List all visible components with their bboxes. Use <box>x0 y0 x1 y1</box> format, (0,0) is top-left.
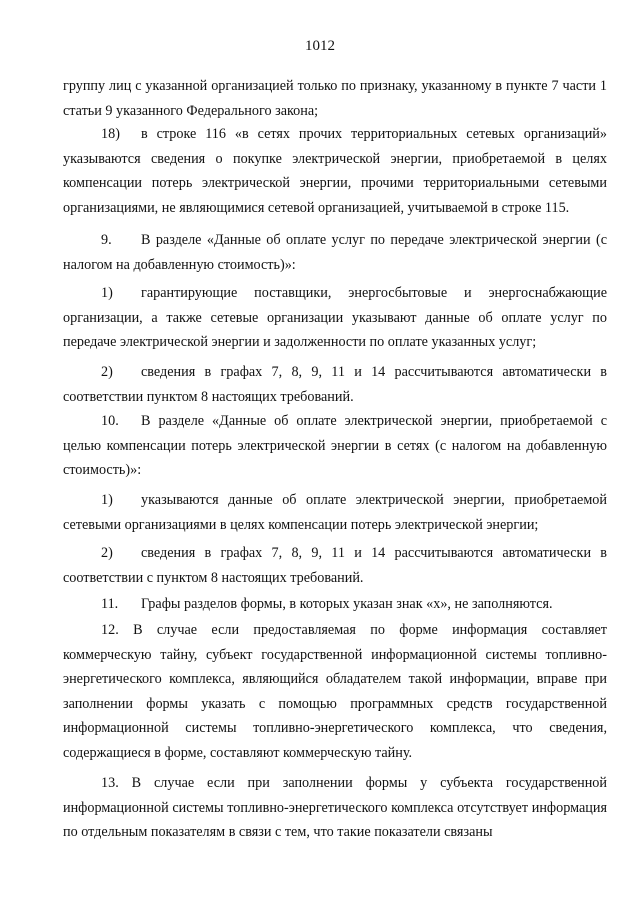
paragraph-item-10-2 <box>63 541 607 590</box>
paragraph-text: гарантирующие поставщики, энергосбытовые и энергоснабжающие организации, а также сетевые организации указывают данные об оплате услуг по передаче электрической энергии и задолженности по оплате указанных услуг; <box>63 285 607 350</box>
paragraph-item-11 <box>63 592 607 617</box>
paragraph-text: В разделе «Данные об оплате услуг по передаче электрической энергии (с налогом на добавленную стоимость)»: <box>63 232 607 273</box>
paragraph-text: сведения в графах 7, 8, 9, 11 и 14 рассчитываются автоматически в соответствии пунктом 8 настоящих требований. <box>63 364 607 405</box>
paragraph-item-12 <box>63 618 607 765</box>
item-number: 10. <box>101 413 119 429</box>
item-number: 9. <box>101 232 112 248</box>
item-number: 11. <box>101 596 119 612</box>
item-number: 18) <box>101 126 120 142</box>
paragraph-item-10-1 <box>63 488 607 537</box>
paragraph-item-18 <box>63 122 607 220</box>
paragraph-item-9 <box>63 228 607 277</box>
paragraph-text: 12. В случае если предоставляемая по форме информация составляет коммерческую тайну, субъект государственной информационной системы топливно-энергетического комплекса, являющийся обладателем такой информации, вправе при заполнении формы указать с помощью программных средств государственной информационной системы топливно-энергетического комплекса, что сведения, содержащиеся в форме, составляют коммерческую тайну. <box>63 622 607 761</box>
item-number: 1) <box>101 285 113 301</box>
paragraph-continuation <box>63 74 607 123</box>
paragraph-item-13 <box>63 771 607 845</box>
paragraph-item-10 <box>63 409 607 483</box>
item-number: 1) <box>101 492 113 508</box>
item-number: 2) <box>101 364 113 380</box>
paragraph-text: в строке 116 «в сетях прочих территориальных сетевых организаций» указываются сведения о покупке электрической энергии, приобретаемой в целях компенсации потерь электрической энергии, прочими территориальными сетевыми организациями, не являющимися сетевой организацией, учитываемой в строке 115. <box>63 126 607 216</box>
paragraph-text: Графы разделов формы, в которых указан знак «х», не заполняются. <box>141 596 553 612</box>
paragraph-item-9-1 <box>63 281 607 355</box>
paragraph-text: указываются данные об оплате электрической энергии, приобретаемой сетевыми организациями в целях компенсации потерь электрической энергии; <box>63 492 607 533</box>
paragraph-text: В разделе «Данные об оплате электрической энергии, приобретаемой с целью компенсации потерь электрической энергии в сетях (с налогом на добавленную стоимость)»: <box>63 413 607 478</box>
paragraph-text: 13. В случае если при заполнении формы у субъекта государственной информационной системы топливно-энергетического комплекса отсутствует информация по отдельным показателям в связи с тем, что такие показатели связаны <box>63 775 607 840</box>
page-number: 1012 <box>305 38 335 54</box>
paragraph-text: группу лиц с указанной организацией только по признаку, указанному в пункте 7 части 1 статьи 9 указанного Федерального закона; <box>63 78 607 119</box>
paragraph-text: сведения в графах 7, 8, 9, 11 и 14 рассчитываются автоматически в соответствии с пунктом 8 настоящих требований. <box>63 545 607 586</box>
paragraph-item-9-2 <box>63 360 607 409</box>
item-number: 2) <box>101 545 113 561</box>
